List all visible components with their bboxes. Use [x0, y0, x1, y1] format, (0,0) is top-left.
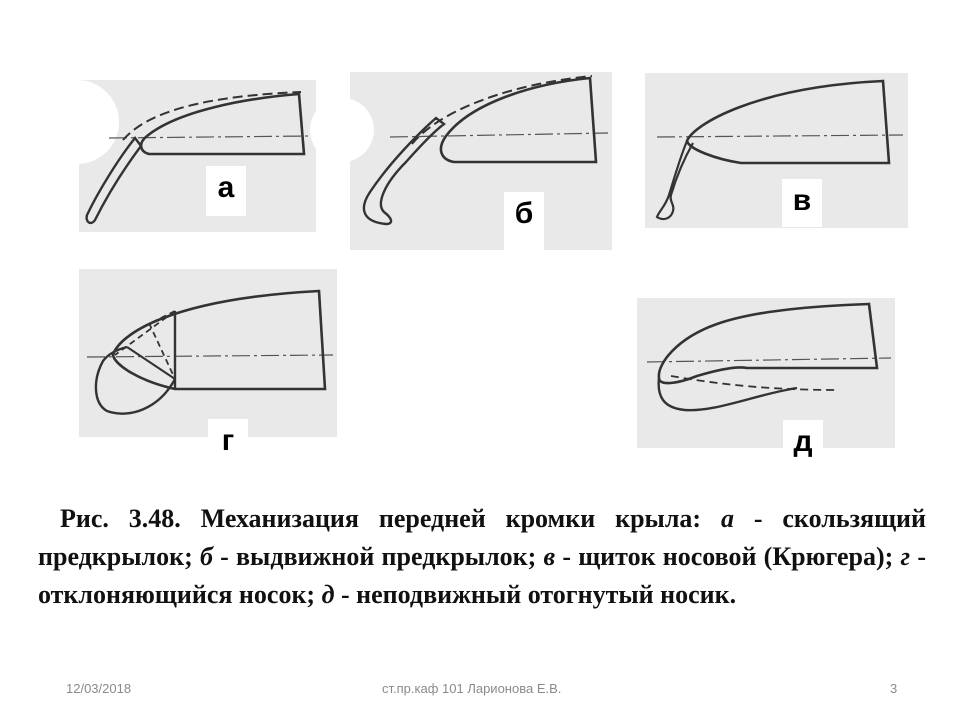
figure-caption	[38, 500, 926, 614]
caption-letter-b: б	[199, 542, 213, 571]
figure-panel-v	[645, 73, 908, 228]
drooping-nose-diagram	[79, 269, 337, 437]
caption-text-v: - щиток носовой (Крюгера);	[555, 542, 901, 571]
panel-letter-d: д	[783, 420, 823, 466]
footer-author: ст.пр.каф 101 Ларионова Е.В.	[382, 681, 562, 696]
caption-letter-a: а	[720, 504, 734, 533]
caption-letter-d: д	[321, 580, 335, 609]
fixed-drooped-nose-diagram	[637, 298, 895, 448]
figure-panel-a	[79, 80, 316, 232]
krueger-flap-diagram	[645, 73, 908, 228]
caption-text-a: - скользящий предкрылок;	[38, 504, 926, 571]
caption-letter-v: в	[543, 542, 556, 571]
panel-letter-g: г	[208, 419, 248, 469]
figure-panel-d	[637, 298, 895, 458]
wing-slat-sliding-diagram	[79, 80, 316, 232]
caption-text-d: - неподвижный отогнутый носик.	[334, 580, 737, 609]
panel-letter-v: в	[782, 179, 822, 227]
caption-letter-g: г	[900, 542, 911, 571]
footer-page-number: 3	[890, 681, 898, 696]
caption-prefix: Рис. 3.48. Механизация передней кромки крыла:	[60, 504, 721, 533]
footer-date: 12/03/2018	[66, 681, 132, 696]
caption-text-g: - отклоняющийся носок;	[38, 542, 926, 609]
caption-text-b: - выдвижной предкрылок;	[212, 542, 544, 571]
figure-panel-g	[79, 269, 337, 457]
wing-slat-extendable-diagram	[350, 72, 612, 250]
figure-panel-b	[350, 72, 612, 250]
panel-letter-b: б	[504, 192, 544, 250]
panel-letter-a: а	[206, 166, 246, 216]
